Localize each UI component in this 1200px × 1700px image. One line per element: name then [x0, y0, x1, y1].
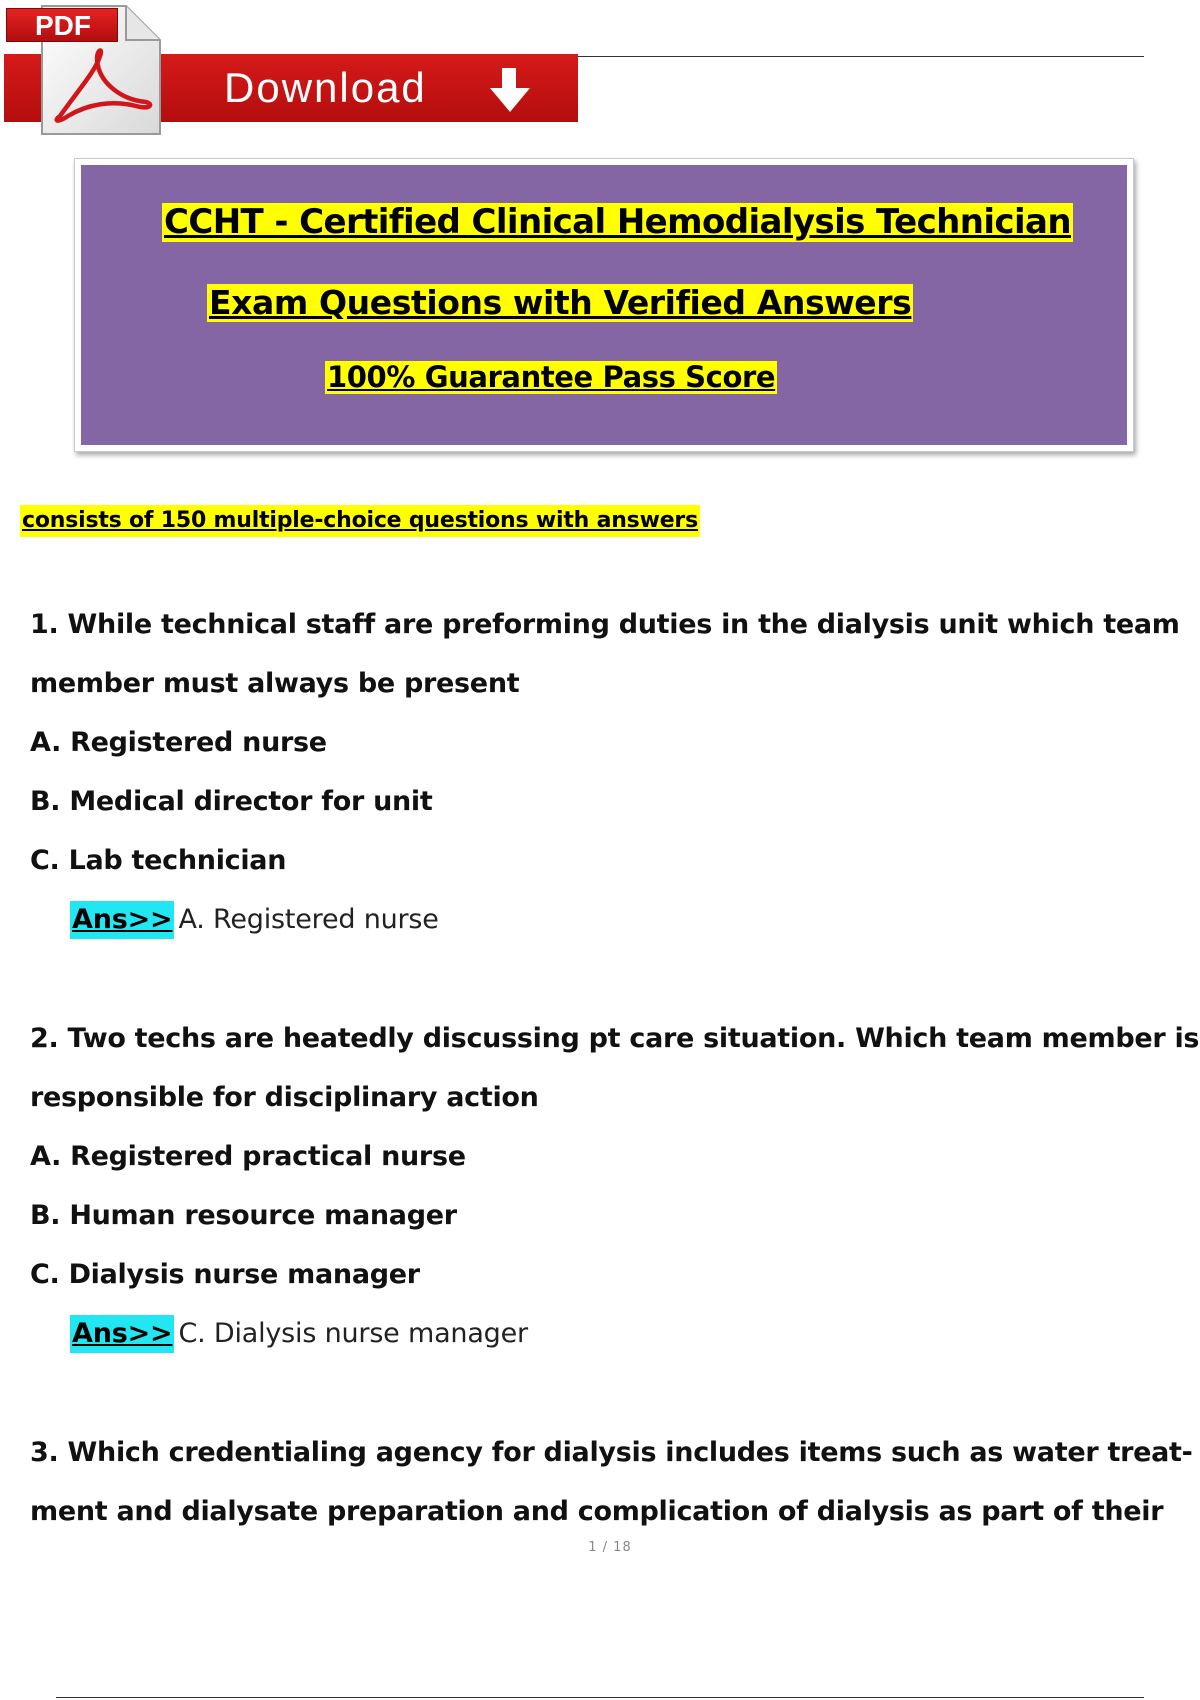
option-b: B. Medical director for unit — [30, 786, 433, 817]
header-rule — [578, 56, 1144, 57]
question-text: 2. Two techs are heatedly discussing pt care situation. Which team member is — [30, 1023, 1200, 1054]
document-title: CCHT - Certified Clinical Hemodialysis Technician — [164, 202, 1071, 242]
answer-row — [70, 901, 439, 939]
question-text: ment and dialysate preparation and complication of dialysis as part of their — [30, 1496, 1164, 1527]
pdf-label: PDF — [6, 8, 118, 42]
title-box — [74, 158, 1134, 452]
guarantee-text: 100% Guarantee Pass Score — [327, 360, 776, 394]
document-subtitle: Exam Questions with Verified Answers — [209, 283, 912, 322]
option-b: B. Human resource manager — [30, 1200, 457, 1231]
download-arrow-icon[interactable] — [488, 66, 532, 114]
answer-tag: Ans>> — [70, 901, 174, 939]
answer-tag: Ans>> — [70, 1315, 174, 1353]
option-c: C. Dialysis nurse manager — [30, 1259, 420, 1290]
answer-text: A. Registered nurse — [178, 904, 439, 935]
download-label[interactable]: Download — [224, 64, 427, 111]
question-text: 1. While technical staff are preforming duties in the dialysis unit which team — [30, 609, 1180, 640]
question-text: 3. Which credentialing agency for dialysis includes items such as water treat- — [30, 1437, 1193, 1468]
option-a: A. Registered practical nurse — [30, 1141, 466, 1172]
question-text: responsible for disciplinary action — [30, 1082, 539, 1113]
option-a: A. Registered nurse — [30, 727, 327, 758]
pdf-download-banner[interactable] — [0, 0, 600, 140]
intro-text: consists of 150 multiple-choice questions with answers — [20, 505, 700, 537]
option-c: C. Lab technician — [30, 845, 287, 876]
title-panel — [81, 165, 1127, 445]
page-indicator: 1 / 18 — [588, 1540, 632, 1555]
answer-row — [70, 1315, 528, 1353]
answer-text: C. Dialysis nurse manager — [178, 1318, 528, 1349]
adobe-acrobat-icon — [50, 48, 154, 126]
question-text: member must always be present — [30, 668, 520, 699]
footer-rule — [56, 1697, 1144, 1698]
